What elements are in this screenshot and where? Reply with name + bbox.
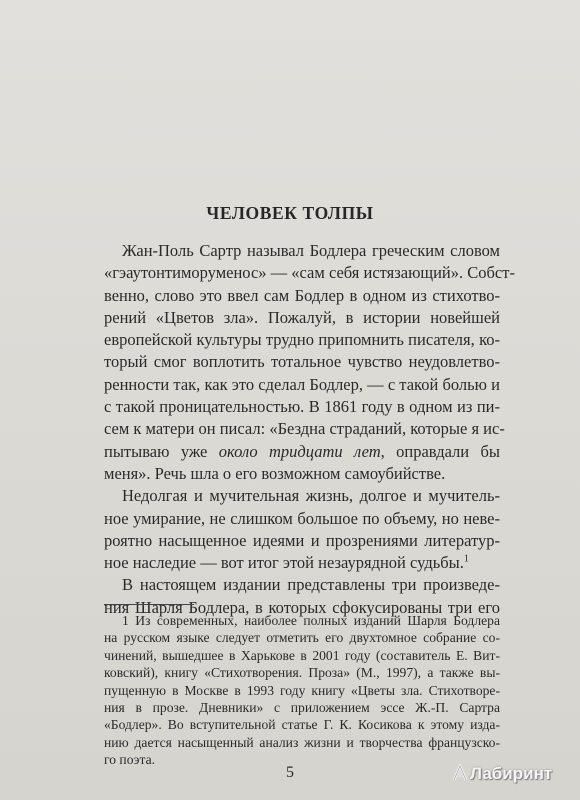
footnote-marker[interactable]: 1 — [463, 553, 469, 565]
paragraph-1 — [104, 240, 515, 485]
footnote-line: 1 Из современных, наиболее полных изданий Шарля Бодлера — [122, 613, 500, 628]
footnote-line: ковский), книгу «Стихотворения. Проза» (М., 1997), а также вы- — [104, 665, 500, 681]
italic-phrase: около тридцати лет — [218, 441, 381, 461]
text-line: меня». Речь шла о его возможном самоубийстве. — [104, 463, 446, 483]
text-segment: ное наследие — вот итог этой незаурядной судьбы. — [104, 553, 464, 573]
footnote-line: на русском языке следует отметить его двухтомное собрание со- — [104, 630, 500, 646]
footnote-line: ния в прозе. Дневники» с приложением эссе Ж.-П. Сартра — [104, 700, 500, 716]
footnote-divider — [104, 604, 194, 605]
chapter-title: ЧЕЛОВЕК ТОЛПЫ — [206, 203, 374, 223]
text-line: торый смог воплотить тотальное чувство неудовлетво- — [104, 352, 500, 372]
text-line: ния Шарля Бодлера, в которых сфокусированы три его — [104, 597, 500, 617]
text-line: рений «Цветов зла». Пожалуй, в истории новейшей — [104, 307, 500, 327]
text-line: ренности так, как это сделал Бодлер, — с такой болью и — [104, 374, 500, 394]
text-line-with-footnote — [104, 552, 500, 574]
footnote-line: нию дается насыщенный анализ жизни и творчества французско- — [104, 734, 500, 750]
text-segment: , оправдали бы — [380, 441, 500, 461]
footnote-line: чинений, вышедшее в Харькове в 2001 году (составитель Е. Вит- — [104, 647, 500, 663]
page-number: 5 — [286, 764, 294, 781]
footnote-line: го поэта. — [104, 752, 156, 768]
text-segment: пытываю уже — [104, 441, 208, 461]
paragraph-2 — [104, 485, 500, 574]
text-line: Жан-Поль Сартр называл Бодлера греческим словом — [122, 241, 500, 260]
body-text — [104, 240, 515, 619]
text-line: Недолгая и мучительная жизнь, долгое и мучитель- — [122, 486, 500, 506]
footnote-line: пущенную в Москве в 1993 году книгу «Цветы зла. Стихотворе- — [104, 682, 500, 698]
text-line: В настоящем издании представлены три произведе- — [122, 575, 500, 595]
footnote — [104, 612, 500, 769]
text-line: сем к матери он писал: «Бездна страданий, которые я ис- — [104, 419, 505, 439]
text-line-with-italic — [104, 441, 500, 463]
text-line: европейской культуры трудно припомнить писателя, ко- — [104, 330, 500, 350]
labyrinth-logo-icon — [452, 764, 468, 782]
text-line: с такой проницательностью. В 1861 году в одном из пи- — [104, 397, 500, 417]
text-line: роятно насыщенное идеями и прозрениями литератур- — [104, 530, 500, 550]
footnote-line: «Бодлер». Во вступительной статье Г. К. Косикова к этому изда- — [104, 717, 500, 733]
text-line: венно, слово это ввел сам Бодлер в одном из стихотво- — [104, 285, 500, 305]
text-line: ное умирание, не слишком большое по объему, но неве- — [104, 508, 500, 528]
watermark-text: Лабиринт — [470, 764, 553, 783]
text-line: «гэаутонтиморуменос» — «сам себя истязающий». Собст- — [104, 263, 515, 283]
watermark-logo — [452, 764, 552, 784]
